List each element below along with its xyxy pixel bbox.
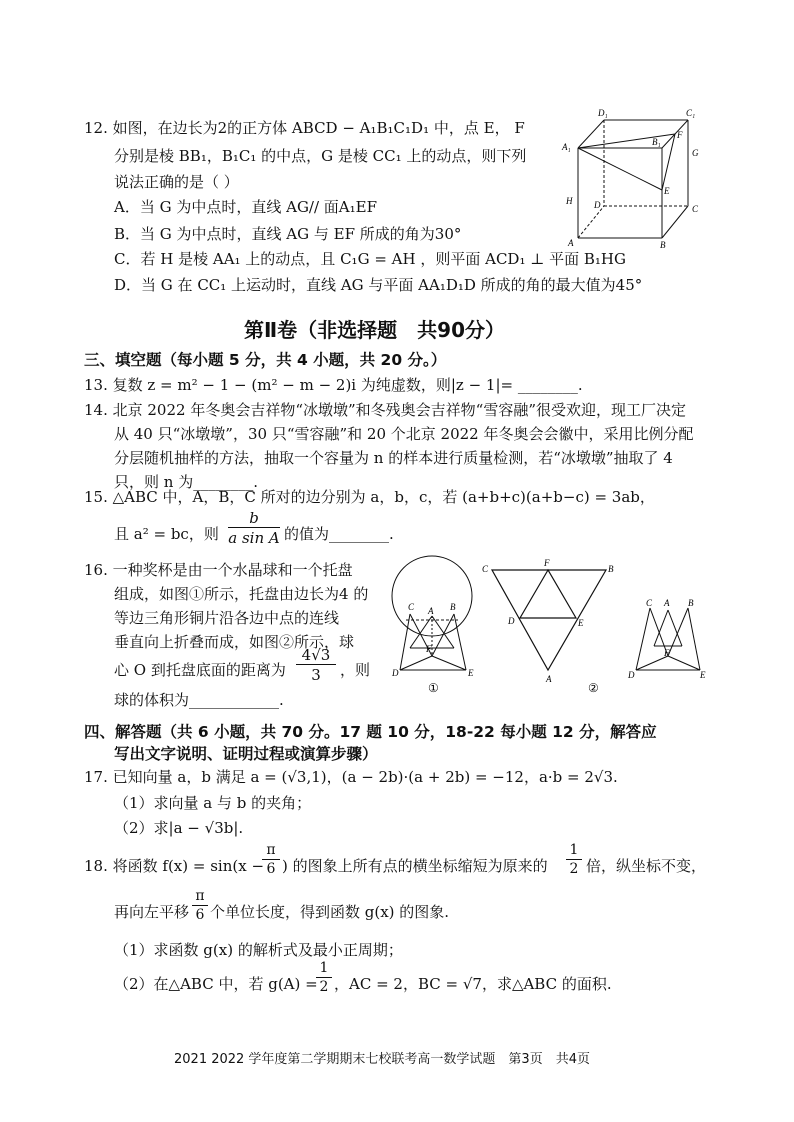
q14-line-3: 分层随机抽样的方法，抽取一个容量为 n 的样本进行质量检测，若“冰墩墩”抽取了 4 bbox=[114, 449, 673, 467]
fig2-label-B: B bbox=[608, 564, 614, 574]
q18-line-2a: 再向左平移 bbox=[114, 903, 190, 921]
q16-line-5a: 心 O 到托盘底面的距离为 bbox=[114, 661, 286, 679]
fig2-number: ② bbox=[588, 681, 599, 695]
q12-option-b: B．当 G 为中点时，直线 AG 与 EF 所成的角为30° bbox=[114, 225, 462, 243]
fig2-label-E: E bbox=[578, 618, 584, 628]
q12-line-3: 说法正确的是（ ） bbox=[114, 173, 239, 191]
label-E: E bbox=[664, 186, 670, 196]
q18-shift-den: 6 bbox=[192, 905, 208, 924]
q17-part-1: （1）求向量 a 与 b 的夹角； bbox=[114, 794, 312, 812]
q18-half-den: 2 bbox=[566, 859, 582, 878]
part2-title: 第Ⅱ卷（非选择题 共90分） bbox=[244, 318, 506, 342]
fig3-label-D: D bbox=[628, 670, 635, 680]
fig2-label-D: D bbox=[508, 616, 515, 626]
q14-line-1: 14. 北京 2022 年冬奥会吉祥物“冰墩墩”和冬残奥会吉祥物“雪容融”很受欢迎，现工厂决定 bbox=[84, 401, 687, 419]
q18-ga-fraction bbox=[316, 960, 332, 996]
q16-frac-den: 3 bbox=[296, 664, 336, 685]
q12-line-2: 分别是棱 BB₁，B₁C₁ 的中点，G 是棱 CC₁ 上的动点，则下列 bbox=[114, 147, 527, 165]
q14-line-2: 从 40 只“冰墩墩”，30 只“雪容融”和 20 个北京 2022 年冬奥会会徽中，采用比例分配 bbox=[114, 425, 694, 443]
q16-fraction bbox=[296, 646, 336, 685]
fig2-label-C: C bbox=[482, 564, 489, 574]
q12-line-1: 12. 如图，在边长为2的正方体 ABCD − A₁B₁C₁D₁ 中，点 E， F bbox=[84, 119, 525, 137]
q18-part-2a: （2）在△ABC 中，若 g(A) = bbox=[114, 975, 318, 993]
q18-shift-num: π bbox=[195, 888, 205, 904]
label-A1: A₁ bbox=[562, 142, 571, 152]
fig3-label-C: C bbox=[646, 598, 653, 608]
section-4-heading-line-1: 四、解答题（共 6 小题，共 70 分。17 题 10 分，18-22 每小题 12 分，解答应 bbox=[84, 723, 657, 741]
q16-line-4: 垂直向上折叠而成，如图②所示，球 bbox=[114, 633, 355, 651]
q15-frac-num: b bbox=[249, 509, 259, 527]
section-4-heading-line-2: 写出文字说明、证明过程或演算步骤） bbox=[114, 745, 378, 763]
q12-option-c: C．若 H 是棱 AA₁ 上的动点，且 C₁G = AH ，则平面 ACD₁ ⊥ 平面 B₁HG bbox=[114, 250, 626, 268]
q15-line-2a: 且 a² = bc，则 bbox=[114, 525, 219, 543]
label-D1: D₁ bbox=[598, 108, 608, 118]
q16-line-3: 等边三角形铜片沿各边中点的连线 bbox=[114, 609, 340, 627]
q16-line-5b: ，则 bbox=[340, 661, 371, 679]
label-F: F bbox=[677, 130, 683, 140]
q16-frac-num: 4√3 bbox=[301, 646, 331, 664]
label-A: A bbox=[568, 238, 574, 248]
cube-figure bbox=[560, 108, 720, 248]
fig1-label-B: B bbox=[450, 602, 456, 612]
fig1-label-D: D bbox=[392, 668, 399, 678]
label-H: H bbox=[566, 196, 573, 206]
q16-line-2: 组成，如图①所示，托盘由边长为4 的 bbox=[114, 585, 369, 603]
section-3-heading: 三、填空题（每小题 5 分，共 4 小题，共 20 分。） bbox=[84, 351, 447, 369]
q16-line-6: 球的体积为____________. bbox=[114, 691, 284, 709]
q17-part-2: （2）求|a − √3b|. bbox=[114, 819, 244, 837]
q18-part-2b: ，AC = 2，BC = √7，求△ABC 的面积. bbox=[334, 975, 612, 993]
q18-pi-den: 6 bbox=[262, 859, 280, 878]
q13: 13. 复数 z = m² − 1 − (m² − m − 2)i 为纯虚数，则|z − 1|= ________. bbox=[84, 376, 583, 394]
q17-line-1: 17. 已知向量 a，b 满足 a = (√3,1)，(a − 2b)·(a + 2b) = −12，a·b = 2√3. bbox=[84, 768, 618, 786]
fig1-label-A: A bbox=[428, 606, 434, 616]
q14-line-4: 只，则 n 为________. bbox=[114, 473, 258, 491]
cube-vertex-labels bbox=[561, 108, 699, 250]
figure-1-trophy bbox=[388, 552, 488, 697]
q18-line-1a: 18. 将函数 f(x) = sin(x − bbox=[84, 857, 265, 875]
q18-shift-fraction bbox=[192, 888, 208, 924]
q18-line-1c: 倍，纵坐标不变， bbox=[586, 857, 707, 875]
q18-ga-den: 2 bbox=[316, 977, 332, 996]
fig1-label-C: C bbox=[408, 602, 415, 612]
figure-folded-tray bbox=[628, 598, 708, 683]
label-C: C bbox=[692, 204, 699, 214]
figure-2-net bbox=[480, 560, 620, 700]
label-G: G bbox=[692, 148, 699, 158]
label-D: D bbox=[594, 200, 601, 210]
fig1-label-E: E bbox=[468, 668, 474, 678]
q18-half-fraction bbox=[566, 842, 582, 878]
q18-part-1: （1）求函数 g(x) 的解析式及最小正周期； bbox=[114, 941, 403, 959]
q18-pi-num: π bbox=[266, 842, 276, 858]
q18-half-num: 1 bbox=[569, 842, 579, 858]
q16-line-1: 16. 一种奖杯是由一个水晶球和一个托盘 bbox=[84, 561, 353, 579]
fig2-label-F: F bbox=[544, 558, 550, 568]
q15-line-2b: 的值为________. bbox=[284, 525, 394, 543]
label-C1: C₁ bbox=[686, 108, 696, 118]
page-footer: 2021 2022 学年度第二学期期末七校联考高一数学试题 第3页 共4页 bbox=[174, 1052, 590, 1067]
q12-option-d: D．当 G 在 CC₁ 上运动时，直线 AG 与平面 AA₁D₁D 所成的角的最大值为45° bbox=[114, 276, 643, 294]
fig1-label-F: F bbox=[426, 644, 432, 654]
q15-line-1: 15. △ABC 中，A，B，C 所对的边分别为 a，b，c，若 (a+b+c)(a+b−c) = 3ab， bbox=[84, 488, 655, 506]
q15-frac-den: a sin A bbox=[228, 529, 280, 547]
label-B1: B₁ bbox=[652, 137, 661, 147]
fig2-label-A: A bbox=[546, 674, 552, 684]
fig3-label-F: F bbox=[664, 648, 670, 658]
fig1-number: ① bbox=[428, 681, 439, 695]
q18-line-2b: 个单位长度，得到函数 g(x) 的图象. bbox=[210, 903, 450, 921]
label-B: B bbox=[660, 240, 666, 250]
fig3-label-A: A bbox=[664, 598, 670, 608]
fig3-label-B: B bbox=[688, 598, 694, 608]
q18-pi-fraction bbox=[262, 842, 280, 878]
q18-line-1b: ) 的图象上所有点的横坐标缩短为原来的 bbox=[282, 857, 548, 875]
q15-fraction bbox=[228, 509, 280, 548]
q18-ga-num: 1 bbox=[319, 960, 329, 976]
q12-option-a: A．当 G 为中点时，直线 AG// 面A₁EF bbox=[114, 198, 378, 216]
fig3-label-E: E bbox=[700, 670, 706, 680]
